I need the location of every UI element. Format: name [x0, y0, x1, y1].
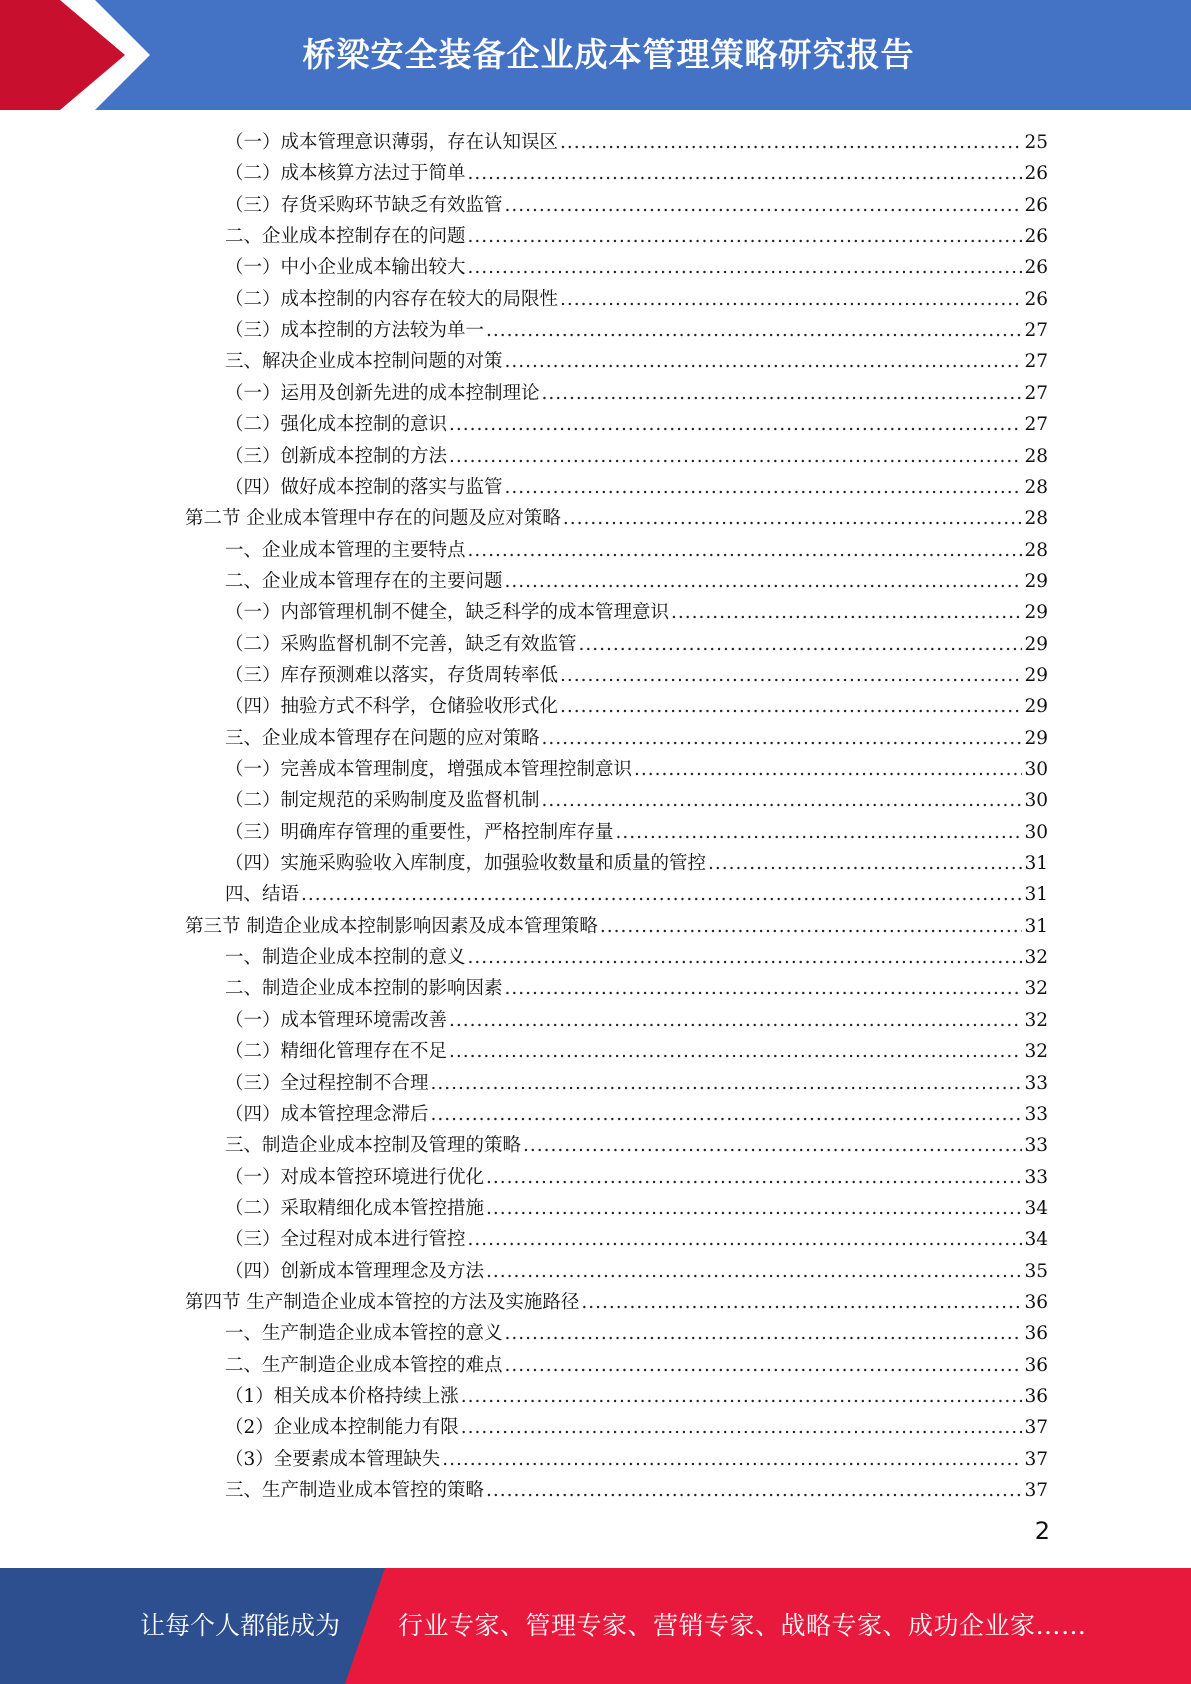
toc-entry[interactable] — [225, 1350, 1048, 1381]
toc-entry-title: 一、生产制造企业成本管控的意义 — [225, 1323, 503, 1345]
toc-dot-leader — [579, 629, 1023, 660]
toc-entry[interactable] — [225, 723, 1048, 754]
toc-entry-title: （三）全过程对成本进行管控 — [225, 1229, 466, 1251]
toc-entry-title: （一）运用及创新先进的成本控制理论 — [225, 382, 540, 404]
toc-entry-title: 第四节 生产制造企业成本管控的方法及实施路径 — [185, 1291, 580, 1313]
toc-entry[interactable] — [225, 1130, 1048, 1161]
toc-entry-page: 29 — [1024, 633, 1048, 655]
toc-dot-leader — [505, 346, 1023, 377]
toc-dot-leader — [560, 284, 1022, 315]
toc-entry[interactable] — [225, 1444, 1048, 1475]
toc-entry-title: （四）做好成本控制的落实与监管 — [225, 476, 503, 498]
toc-entry-title: （二）采取精细化成本管控措施 — [225, 1197, 485, 1219]
toc-entry-page: 33 — [1024, 1103, 1048, 1125]
toc-entry-title: （三）全过程控制不合理 — [225, 1072, 429, 1094]
toc-entry-title: （一）中小企业成本输出较大 — [225, 257, 466, 279]
toc-dot-leader — [468, 158, 1023, 189]
toc-entry[interactable] — [225, 346, 1048, 377]
toc-entry-title: 第三节 制造企业成本控制影响因素及成本管理策略 — [185, 915, 598, 937]
toc-dot-leader — [505, 472, 1023, 503]
toc-entry[interactable] — [225, 1381, 1048, 1412]
toc-dot-leader — [634, 754, 1022, 785]
toc-entry-title: （一）成本管理意识薄弱，存在认知误区 — [225, 132, 559, 153]
toc-entry-page: 32 — [1024, 978, 1048, 1000]
toc-dot-leader — [486, 1256, 1022, 1287]
toc-dot-leader — [442, 1444, 1022, 1475]
toc-entry[interactable] — [225, 1256, 1048, 1287]
toc-entry[interactable] — [225, 127, 1048, 158]
toc-dot-leader — [431, 1099, 1023, 1130]
toc-dot-leader — [301, 879, 1022, 910]
toc-entry[interactable] — [225, 284, 1048, 315]
toc-entry-page: 29 — [1024, 602, 1048, 624]
toc-entry-title: （三）库存预测难以落实，存货周转率低 — [225, 664, 559, 686]
toc-dot-leader — [486, 315, 1022, 346]
toc-dot-leader — [542, 785, 1023, 816]
toc-entry-title: 二、制造企业成本控制的影响因素 — [225, 978, 503, 1000]
toc-entry-page: 34 — [1024, 1197, 1048, 1219]
toc-entry-page: 32 — [1024, 947, 1048, 969]
toc-entry-title: （1）相关成本价格持续上涨 — [225, 1386, 459, 1407]
toc-entry-page: 29 — [1024, 664, 1048, 686]
toc-entry[interactable] — [225, 1412, 1048, 1443]
toc-entry[interactable] — [225, 190, 1048, 221]
toc-entry[interactable] — [225, 785, 1048, 816]
toc-dot-leader — [486, 1193, 1022, 1224]
toc-dot-leader — [523, 1130, 1022, 1161]
toc-entry-title: （二）制定规范的采购制度及监督机制 — [225, 790, 540, 812]
toc-entry-page: 25 — [1024, 132, 1048, 153]
toc-entry-page: 33 — [1024, 1072, 1048, 1094]
toc-entry[interactable] — [225, 221, 1048, 252]
toc-dot-leader — [486, 1162, 1022, 1193]
toc-entry[interactable] — [225, 158, 1048, 189]
toc-dot-leader — [505, 1318, 1023, 1349]
toc-dot-leader — [505, 566, 1023, 597]
toc-dot-leader — [505, 973, 1023, 1004]
toc-dot-leader — [468, 252, 1023, 283]
toc-entry[interactable] — [225, 1162, 1048, 1193]
toc-dot-leader — [431, 1068, 1023, 1099]
toc-dot-leader — [468, 1224, 1023, 1255]
toc-entry-page: 31 — [1024, 884, 1048, 906]
toc-entry-page: 37 — [1024, 1480, 1048, 1502]
toc-entry-title: （二）采购监督机制不完善，缺乏有效监管 — [225, 633, 577, 655]
toc-entry[interactable] — [225, 1224, 1048, 1255]
toc-entry[interactable] — [225, 441, 1048, 472]
toc-entry[interactable] — [225, 1193, 1048, 1224]
toc-entry-page: 27 — [1024, 351, 1048, 373]
toc-dot-leader — [461, 1412, 1023, 1443]
toc-entry-title: （四）成本管控理念滞后 — [225, 1103, 429, 1125]
toc-entry[interactable] — [225, 817, 1048, 848]
toc-entry-page: 37 — [1024, 1448, 1048, 1470]
toc-entry-page: 27 — [1024, 320, 1048, 342]
toc-entry[interactable] — [225, 1099, 1048, 1130]
toc-entry[interactable] — [225, 252, 1048, 283]
toc-entry[interactable] — [185, 1287, 1048, 1318]
toc-dot-leader — [468, 221, 1023, 252]
toc-entry-page: 32 — [1024, 1041, 1048, 1063]
toc-entry[interactable] — [225, 1068, 1048, 1099]
toc-dot-leader — [671, 597, 1022, 628]
toc-entry-title: 一、企业成本管理的主要特点 — [225, 539, 466, 561]
toc-entry-page: 32 — [1024, 1009, 1048, 1031]
toc-entry[interactable] — [225, 942, 1048, 973]
toc-dot-leader — [449, 409, 1022, 440]
toc-entry-title: （三）存货采购环节缺乏有效监管 — [225, 194, 503, 216]
toc-dot-leader — [563, 503, 1023, 534]
toc-entry-page: 27 — [1024, 414, 1048, 436]
toc-entry[interactable] — [225, 535, 1048, 566]
toc-entry[interactable] — [225, 378, 1048, 409]
toc-entry-title: 三、制造企业成本控制及管理的策略 — [225, 1135, 522, 1157]
toc-entry-title: 第二节 企业成本管理中存在的问题及应对策略 — [185, 508, 561, 530]
toc-entry[interactable] — [225, 973, 1048, 1004]
toc-entry[interactable] — [225, 1475, 1048, 1506]
toc-dot-leader — [616, 817, 1023, 848]
footer-slogan-right: 行业专家、管理专家、营销专家、战略专家、成功企业家…… — [398, 1611, 1087, 1640]
toc-entry-page: 29 — [1024, 570, 1048, 592]
toc-entry-title: 四、结语 — [225, 884, 300, 906]
toc-entry-title: （四）抽验方式不科学，仓储验收形式化 — [225, 696, 559, 718]
toc-entry[interactable] — [225, 660, 1048, 691]
toc-entry-title: （二）成本控制的内容存在较大的局限性 — [225, 288, 559, 310]
toc-entry[interactable] — [225, 597, 1048, 628]
toc-entry[interactable] — [225, 566, 1048, 597]
toc-dot-leader — [449, 1036, 1022, 1067]
toc-entry-page: 34 — [1024, 1229, 1048, 1251]
toc-entry-title: （2）企业成本控制能力有限 — [225, 1417, 459, 1439]
toc-entry-title: （三）创新成本控制的方法 — [225, 445, 448, 467]
toc-entry-page: 31 — [1024, 853, 1048, 875]
toc-entry-page: 30 — [1024, 759, 1048, 780]
toc-dot-leader — [486, 1475, 1022, 1506]
toc-entry-title: 二、企业成本管理存在的主要问题 — [225, 570, 503, 592]
toc-entry-title: （四）实施采购验收入库制度，加强验收数量和质量的管控 — [225, 853, 707, 875]
toc-dot-leader — [461, 1381, 1023, 1412]
toc-entry-title: （一）内部管理机制不健全，缺乏科学的成本管理意识 — [225, 602, 670, 624]
toc-dot-leader — [449, 441, 1022, 472]
toc-entry-title: 三、生产制造业成本管控的策略 — [225, 1480, 485, 1502]
toc-entry-title: （二）精细化管理存在不足 — [225, 1041, 448, 1063]
toc-entry-page: 36 — [1024, 1323, 1048, 1345]
document-title: 桥梁安全装备企业成本管理策略研究报告 — [302, 35, 915, 74]
toc-entry-title: （一）对成本管控环境进行优化 — [225, 1166, 485, 1188]
toc-entry-page: 27 — [1024, 382, 1048, 404]
toc-entry[interactable] — [185, 503, 1048, 534]
toc-entry[interactable] — [225, 879, 1048, 910]
toc-dot-leader — [449, 1005, 1022, 1036]
toc-entry-page: 30 — [1024, 790, 1048, 812]
toc-entry[interactable] — [225, 1318, 1048, 1349]
toc-entry-page: 36 — [1024, 1386, 1048, 1407]
toc-entry-title: （二）强化成本控制的意识 — [225, 414, 448, 436]
toc-entry-page: 36 — [1024, 1354, 1048, 1376]
toc-entry[interactable] — [225, 1036, 1048, 1067]
toc-entry-page: 31 — [1024, 915, 1048, 937]
toc-entry[interactable] — [185, 911, 1048, 942]
toc-entry-page: 35 — [1024, 1260, 1048, 1282]
toc-dot-leader — [560, 660, 1022, 691]
toc-entry-page: 30 — [1024, 821, 1048, 843]
toc-entry[interactable] — [225, 1005, 1048, 1036]
toc-entry-page: 26 — [1024, 163, 1048, 185]
toc-dot-leader — [468, 942, 1023, 973]
toc-entry[interactable] — [225, 691, 1048, 722]
toc-entry-title: （3）全要素成本管理缺失 — [225, 1448, 441, 1470]
toc-entry-page: 26 — [1024, 194, 1048, 216]
footer-slogan-left: 让每个人都能成为 — [140, 1611, 341, 1640]
toc-dot-leader — [505, 1350, 1023, 1381]
toc-entry-title: （四）创新成本管理理念及方法 — [225, 1260, 485, 1282]
toc-entry-title: 一、制造企业成本控制的意义 — [225, 947, 466, 969]
toc-entry-title: （一）成本管理环境需改善 — [225, 1009, 448, 1031]
toc-dot-leader — [708, 848, 1022, 879]
toc-entry-title: 二、生产制造企业成本管控的难点 — [225, 1354, 503, 1376]
toc-entry-page: 33 — [1024, 1166, 1048, 1188]
toc-entry-title: （二）成本核算方法过于简单 — [225, 163, 466, 185]
page-header — [0, 0, 1191, 110]
toc-entry-page: 29 — [1024, 727, 1048, 749]
toc-entry-page: 28 — [1024, 508, 1048, 530]
toc-entry-page: 33 — [1024, 1135, 1048, 1157]
toc-entry-title: （一）完善成本管理制度，增强成本管理控制意识 — [225, 759, 633, 780]
toc-entry-page: 26 — [1024, 257, 1048, 279]
toc-entry[interactable] — [225, 754, 1048, 785]
page-footer — [0, 1568, 1191, 1684]
toc-entry-title: 三、解决企业成本控制问题的对策 — [225, 351, 503, 373]
toc-dot-leader — [560, 127, 1022, 158]
toc-entry-page: 26 — [1024, 226, 1048, 248]
toc-entry-page: 37 — [1024, 1417, 1048, 1439]
toc-entry-title: 三、企业成本管理存在问题的应对策略 — [225, 727, 540, 749]
toc-entry[interactable] — [225, 409, 1048, 440]
toc-entry-title: 二、企业成本控制存在的问题 — [225, 226, 466, 248]
toc-entry-page: 36 — [1024, 1291, 1048, 1313]
page-number: 2 — [1034, 1517, 1050, 1545]
toc-entry-title: （三）明确库存管理的重要性，严格控制库存量 — [225, 821, 614, 843]
toc-entry-page: 26 — [1024, 288, 1048, 310]
toc-dot-leader — [600, 911, 1023, 942]
toc-dot-leader — [505, 190, 1023, 221]
toc-entry[interactable] — [225, 629, 1048, 660]
toc-entry-page: 29 — [1024, 696, 1048, 718]
toc-entry-page: 28 — [1024, 445, 1048, 467]
toc-entry-page: 28 — [1024, 476, 1048, 498]
toc-dot-leader — [542, 378, 1023, 409]
toc-entry[interactable] — [225, 472, 1048, 503]
toc-entry-page: 28 — [1024, 539, 1048, 561]
toc-entry[interactable] — [225, 315, 1048, 346]
toc-dot-leader — [581, 1287, 1022, 1318]
toc-dot-leader — [542, 723, 1023, 754]
toc-entry-title: （三）成本控制的方法较为单一 — [225, 320, 485, 342]
toc-dot-leader — [468, 535, 1023, 566]
toc-entry[interactable] — [225, 848, 1048, 879]
toc-dot-leader — [560, 691, 1022, 722]
